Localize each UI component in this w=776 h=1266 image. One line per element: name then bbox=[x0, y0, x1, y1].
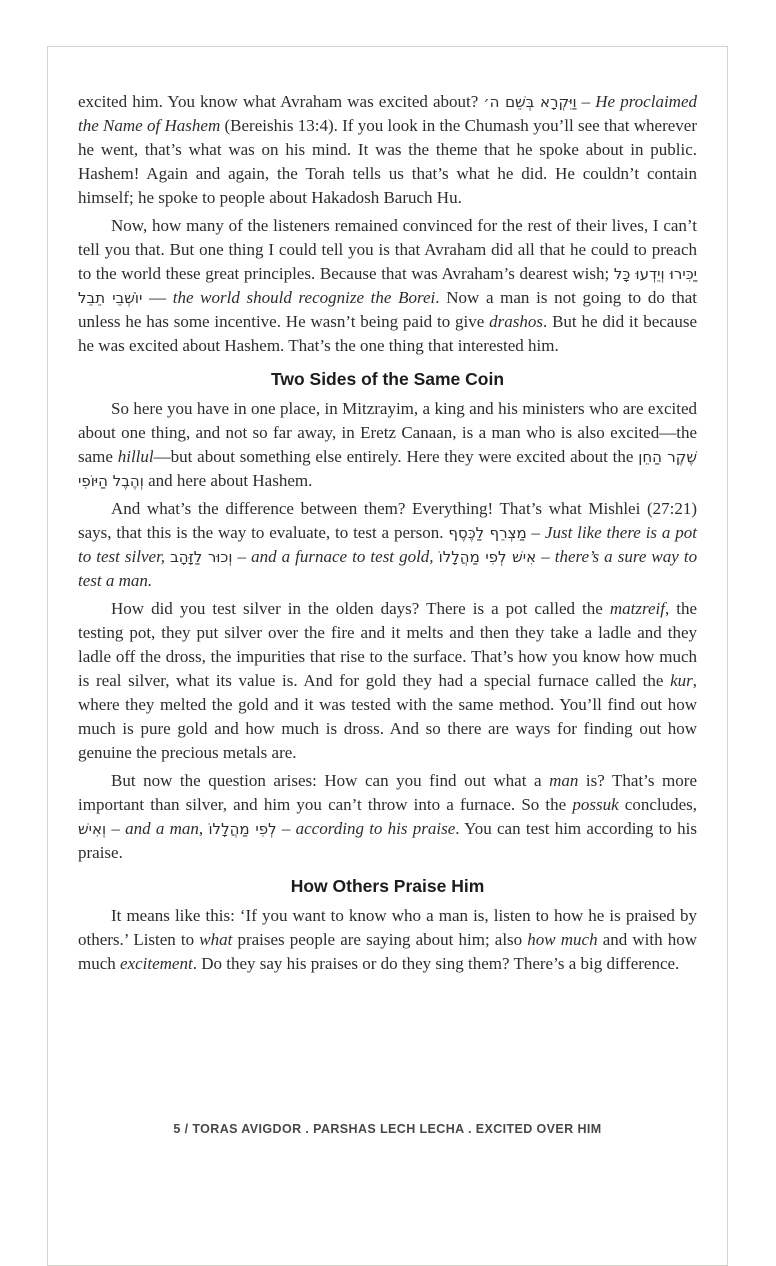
hebrew-phrase: אִישׁ לְפִי מַהֲלָלוֹ bbox=[438, 548, 537, 566]
text-segment: excitement bbox=[120, 954, 193, 973]
hebrew-phrase: וְאִישׁ bbox=[78, 820, 107, 838]
hebrew-phrase: שֶׁקֶר הַחֵן וְהֶבֶל הַיּוֹפִי bbox=[78, 448, 697, 490]
text-segment: kur bbox=[670, 671, 693, 690]
text-segment: , the testing pot, they put silver over the fire and it melts and then they take a ladle and they ladle off the dross, the impurities that rise to the surface. That’s how you know how much is real silver, what its value is. And for gold they had a special furnace called the bbox=[78, 599, 697, 690]
text-segment: what bbox=[199, 930, 233, 949]
text-segment: . But he did it because he was excited about Hashem. That’s the one thing that interested him. bbox=[78, 312, 697, 355]
paragraph bbox=[78, 90, 697, 210]
text-segment: – bbox=[576, 92, 596, 111]
text-segment: (Bereishis 13:4). If you look in the Chumash you’ll see that wherever he went, that’s what was on his mind. It was the theme that he spoke about in public. Hashem! Again and again, the Torah tells us that’s what he did. He couldn’t contain himself; he spoke to people about Hakadosh Baruch Hu. bbox=[78, 116, 697, 207]
text-segment: And what’s the difference between them? Everything! That’s what Mishlei (27:21) says, that this is the way to evaluate, to test a person. bbox=[78, 499, 697, 542]
text-segment: drashos bbox=[489, 312, 544, 331]
text-segment: . You can test him according to his praise. bbox=[78, 819, 698, 862]
text-segment: and with how much bbox=[78, 930, 698, 973]
text-segment: —but about something else entirely. Here they were excited about the bbox=[153, 447, 639, 466]
text-segment: – bbox=[536, 547, 555, 566]
text-segment: How did you test silver in the olden days? There is a pot called the bbox=[111, 599, 610, 618]
text-segment: But now the question arises: How can you find out what a bbox=[111, 771, 550, 790]
paragraph bbox=[78, 597, 697, 765]
text-segment: – bbox=[526, 523, 545, 542]
text-segment: So here you have in one place, in Mitzrayim, a king and his ministers who are excited about one thing, and not so far away, in Eretz Canaan, is a man who is also excited—the same bbox=[78, 399, 697, 466]
paragraph bbox=[78, 497, 697, 593]
paragraph bbox=[78, 214, 697, 358]
page-frame bbox=[47, 46, 728, 1266]
text-segment: – bbox=[276, 819, 296, 838]
text-segment: hillul bbox=[117, 447, 154, 466]
text-segment: . Do they say his praises or do they sing them? There’s a big difference. bbox=[192, 954, 680, 973]
section-heading: How Others Praise Him bbox=[290, 876, 485, 896]
paragraph bbox=[78, 397, 697, 493]
text-segment: Just like there is a pot to test silver, bbox=[78, 523, 697, 566]
text-segment: praises people are saying about him; also bbox=[232, 930, 528, 949]
text-segment: , where they melted the gold and it was tested with the same method. You’ll find out how much is pure gold and how much is dross. And so there are ways for finding out how genuine the precious metals are. bbox=[78, 671, 697, 762]
text-segment: there’s a sure way to test a man. bbox=[78, 547, 698, 590]
text-segment: possuk bbox=[572, 795, 619, 814]
text-segment: and a man, bbox=[125, 819, 204, 838]
text-segment: the world should recognize the Borei bbox=[172, 288, 436, 307]
text-segment: excited him. You know what Avraham was excited about? bbox=[78, 92, 484, 111]
text-segment: – bbox=[232, 547, 252, 566]
text-segment: concludes, bbox=[618, 795, 697, 814]
article-body bbox=[78, 90, 697, 976]
text-segment: is? That’s more important than silver, and him you can’t throw into a furnace. So the bbox=[78, 771, 697, 814]
text-segment: and a furnace to test gold, bbox=[251, 547, 434, 566]
hebrew-phrase: מַצְרֵף לַכֶּסֶף bbox=[448, 524, 527, 542]
text-segment: — bbox=[142, 288, 173, 307]
text-segment: . Now a man is not going to do that unless he has some incentive. He wasn’t being paid to give bbox=[78, 288, 698, 331]
text-segment: It means like this: ‘If you want to know who a man is, listen to how he is praised by others.’ Listen to bbox=[78, 906, 697, 949]
text-segment: Now, how many of the listeners remained convinced for the rest of their lives, I can’t tell you that. But one thing I could tell you is that Avraham did all that he could to preach to the world these great principles. Because that was Avraham’s dearest wish; bbox=[78, 216, 697, 283]
text-segment: according to his praise bbox=[295, 819, 456, 838]
text-segment: man bbox=[549, 771, 579, 790]
text-segment: He proclaimed the Name of Hashem bbox=[78, 92, 697, 135]
paragraph bbox=[78, 769, 697, 865]
text-segment: and here about Hashem. bbox=[143, 471, 313, 490]
text-segment: matzreif bbox=[609, 599, 665, 618]
hebrew-phrase: וְכוּר לַזָּהָב bbox=[170, 548, 233, 566]
text-segment: – bbox=[106, 819, 126, 838]
hebrew-phrase: לְפִי מַהֲלָלוֹ bbox=[208, 820, 277, 838]
text-segment: how much bbox=[527, 930, 598, 949]
paragraph bbox=[78, 904, 697, 976]
hebrew-phrase: וַיִּקְרָא בְּשֵׁם ה׳ bbox=[483, 93, 577, 111]
page-footer: 5 / TORAS AVIGDOR . PARSHAS LECH LECHA . EXCITED OVER HIM bbox=[173, 1122, 602, 1136]
hebrew-phrase: יַכִּירוּ וְיֵדְעוּ כָּל יוֹשְׁבֵי תֵבֵל bbox=[78, 265, 698, 307]
section-heading: Two Sides of the Same Coin bbox=[270, 369, 505, 389]
